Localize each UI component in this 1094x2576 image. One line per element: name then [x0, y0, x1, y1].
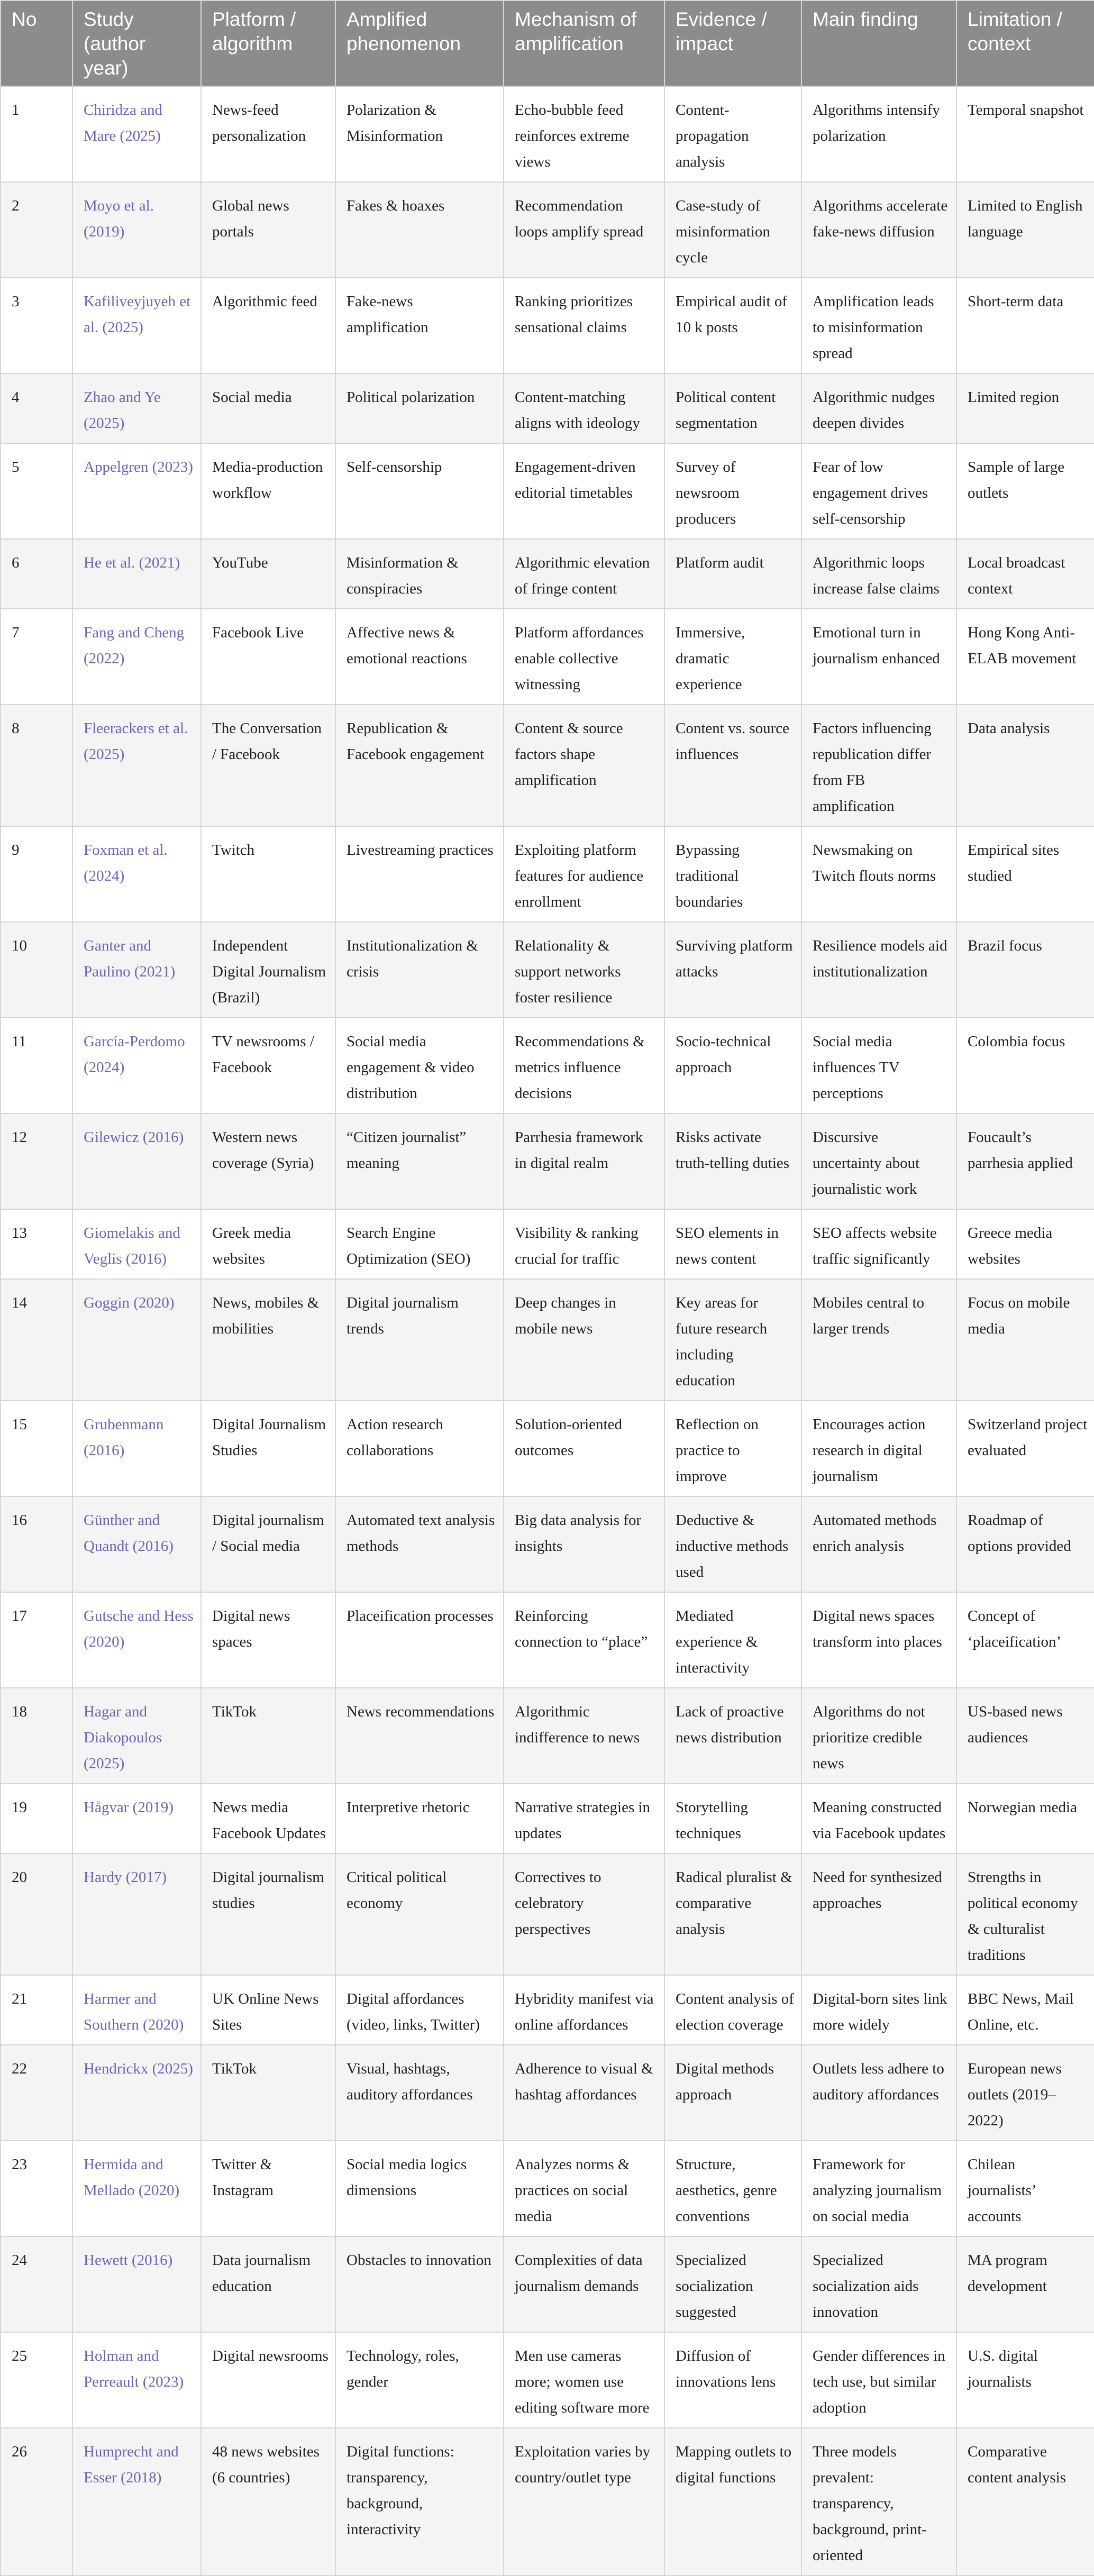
cell-no: 14: [1, 1279, 72, 1401]
cell-no: 13: [1, 1209, 72, 1279]
cell-no: 11: [1, 1018, 72, 1113]
cell-no: 22: [1, 2045, 72, 2141]
cell-evidence: SEO elements in news content: [664, 1209, 801, 1279]
cell-phenomenon: Obstacles to innovation: [335, 2236, 504, 2332]
table-row: [1, 1592, 1094, 1688]
header-platform: Platform / algorithm: [201, 1, 335, 86]
cell-mechanism: Analyzes norms & practices on social media: [504, 2141, 664, 2236]
cell-study[interactable]: Humprecht and Esser (2018): [72, 2428, 201, 2575]
cell-limitation: Strengths in political economy & culturalist traditions: [956, 1853, 1094, 1975]
cell-phenomenon: Digital journalism trends: [335, 1279, 504, 1401]
cell-platform: Algorithmic feed: [201, 278, 335, 373]
table-row: [1, 2141, 1094, 2236]
cell-finding: Algorithms intensify polarization: [801, 86, 956, 182]
cell-evidence: Digital methods approach: [664, 2045, 801, 2141]
table-row: [1, 1496, 1094, 1592]
cell-study[interactable]: Günther and Quandt (2016): [72, 1496, 201, 1592]
table-row: [1, 1784, 1094, 1853]
cell-no: 26: [1, 2428, 72, 2575]
cell-study[interactable]: Hagar and Diakopoulos (2025): [72, 1688, 201, 1784]
cell-platform: News, mobiles & mobilities: [201, 1279, 335, 1401]
cell-limitation: Colombia focus: [956, 1018, 1094, 1113]
cell-no: 23: [1, 2141, 72, 2236]
cell-study[interactable]: Hendrickx (2025): [72, 2045, 201, 2141]
cell-study[interactable]: Goggin (2020): [72, 1279, 201, 1401]
cell-no: 25: [1, 2332, 72, 2428]
cell-mechanism: Engagement-driven editorial timetables: [504, 443, 664, 539]
cell-study[interactable]: Fleerackers et al. (2025): [72, 705, 201, 826]
table-row: [1, 826, 1094, 922]
header-mechanism: Mechanism of amplification: [504, 1, 664, 86]
cell-mechanism: Parrhesia framework in digital realm: [504, 1113, 664, 1209]
cell-evidence: Surviving platform attacks: [664, 922, 801, 1018]
cell-evidence: Mapping outlets to digital functions: [664, 2428, 801, 2575]
cell-phenomenon: Interpretive rhetoric: [335, 1784, 504, 1853]
cell-evidence: Key areas for future research including education: [664, 1279, 801, 1401]
cell-mechanism: Exploiting platform features for audience enrollment: [504, 826, 664, 922]
cell-limitation: Temporal snapshot: [956, 86, 1094, 182]
table-row: [1, 2428, 1094, 2575]
table-row: [1, 373, 1094, 443]
cell-platform: Digital journalism studies: [201, 1853, 335, 1975]
cell-platform: Media-production workflow: [201, 443, 335, 539]
cell-platform: UK Online News Sites: [201, 1975, 335, 2045]
header-finding: Main finding: [801, 1, 956, 86]
cell-finding: Digital news spaces transform into places: [801, 1592, 956, 1688]
cell-platform: Global news portals: [201, 182, 335, 278]
cell-no: 12: [1, 1113, 72, 1209]
cell-evidence: Survey of newsroom producers: [664, 443, 801, 539]
cell-phenomenon: Misinformation & conspiracies: [335, 539, 504, 609]
cell-no: 9: [1, 826, 72, 922]
cell-mechanism: Hybridity manifest via online affordances: [504, 1975, 664, 2045]
cell-limitation: Short-term data: [956, 278, 1094, 373]
cell-limitation: Brazil focus: [956, 922, 1094, 1018]
table-row: [1, 2045, 1094, 2141]
cell-study[interactable]: Appelgren (2023): [72, 443, 201, 539]
cell-limitation: Empirical sites studied: [956, 826, 1094, 922]
cell-phenomenon: Republication & Facebook engagement: [335, 705, 504, 826]
cell-evidence: Reflection on practice to improve: [664, 1401, 801, 1496]
cell-study[interactable]: Grubenmann (2016): [72, 1401, 201, 1496]
cell-phenomenon: Technology, roles, gender: [335, 2332, 504, 2428]
cell-platform: TV newsrooms / Facebook: [201, 1018, 335, 1113]
cell-finding: Fear of low engagement drives self-censorship: [801, 443, 956, 539]
cell-mechanism: Big data analysis for insights: [504, 1496, 664, 1592]
cell-platform: Digital Journalism Studies: [201, 1401, 335, 1496]
cell-phenomenon: Fakes & hoaxes: [335, 182, 504, 278]
cell-limitation: Roadmap of options provided: [956, 1496, 1094, 1592]
header-study: Study (author year): [72, 1, 201, 86]
cell-mechanism: Algorithmic elevation of fringe content: [504, 539, 664, 609]
cell-evidence: Content vs. source influences: [664, 705, 801, 826]
cell-study[interactable]: Hermida and Mellado (2020): [72, 2141, 201, 2236]
cell-limitation: U.S. digital journalists: [956, 2332, 1094, 2428]
cell-platform: News media Facebook Updates: [201, 1784, 335, 1853]
cell-platform: Facebook Live: [201, 609, 335, 705]
cell-mechanism: Visibility & ranking crucial for traffic: [504, 1209, 664, 1279]
cell-study[interactable]: Hardy (2017): [72, 1853, 201, 1975]
cell-phenomenon: Digital affordances (video, links, Twitter): [335, 1975, 504, 2045]
cell-evidence: Political content segmentation: [664, 373, 801, 443]
cell-no: 4: [1, 373, 72, 443]
cell-finding: Encourages action research in digital journalism: [801, 1401, 956, 1496]
cell-study[interactable]: Foxman et al. (2024): [72, 826, 201, 922]
table-row: [1, 443, 1094, 539]
cell-limitation: Chilean journalists’ accounts: [956, 2141, 1094, 2236]
cell-evidence: Structure, aesthetics, genre conventions: [664, 2141, 801, 2236]
cell-mechanism: Reinforcing connection to “place”: [504, 1592, 664, 1688]
cell-study[interactable]: Gilewicz (2016): [72, 1113, 201, 1209]
cell-no: 17: [1, 1592, 72, 1688]
cell-evidence: Bypassing traditional boundaries: [664, 826, 801, 922]
cell-phenomenon: Digital functions: transparency, background, interactivity: [335, 2428, 504, 2575]
cell-mechanism: Solution-oriented outcomes: [504, 1401, 664, 1496]
cell-study[interactable]: He et al. (2021): [72, 539, 201, 609]
cell-limitation: MA program development: [956, 2236, 1094, 2332]
cell-evidence: Storytelling techniques: [664, 1784, 801, 1853]
cell-phenomenon: Action research collaborations: [335, 1401, 504, 1496]
cell-platform: Twitter & Instagram: [201, 2141, 335, 2236]
cell-evidence: Content analysis of election coverage: [664, 1975, 801, 2045]
cell-phenomenon: Polarization & Misinformation: [335, 86, 504, 182]
cell-no: 24: [1, 2236, 72, 2332]
cell-finding: Emotional turn in journalism enhanced: [801, 609, 956, 705]
cell-phenomenon: Livestreaming practices: [335, 826, 504, 922]
cell-mechanism: Adherence to visual & hashtag affordances: [504, 2045, 664, 2141]
table-row: [1, 922, 1094, 1018]
cell-finding: Algorithms accelerate fake-news diffusion: [801, 182, 956, 278]
table-row: [1, 2236, 1094, 2332]
cell-no: 10: [1, 922, 72, 1018]
cell-phenomenon: Self-censorship: [335, 443, 504, 539]
cell-study[interactable]: García-Perdomo (2024): [72, 1018, 201, 1113]
cell-evidence: Deductive & inductive methods used: [664, 1496, 801, 1592]
table-row: [1, 705, 1094, 826]
cell-finding: Need for synthesized approaches: [801, 1853, 956, 1975]
cell-evidence: Risks activate truth-telling duties: [664, 1113, 801, 1209]
cell-study[interactable]: Ganter and Paulino (2021): [72, 922, 201, 1018]
cell-no: 5: [1, 443, 72, 539]
cell-mechanism: Relationality & support networks foster resilience: [504, 922, 664, 1018]
cell-no: 20: [1, 1853, 72, 1975]
cell-limitation: Comparative content analysis: [956, 2428, 1094, 2575]
cell-platform: 48 news websites (6 countries): [201, 2428, 335, 2575]
cell-no: 21: [1, 1975, 72, 2045]
cell-evidence: Content-propagation analysis: [664, 86, 801, 182]
cell-finding: Resilience models aid institutionalization: [801, 922, 956, 1018]
cell-mechanism: Content & source factors shape amplification: [504, 705, 664, 826]
cell-phenomenon: Search Engine Optimization (SEO): [335, 1209, 504, 1279]
cell-platform: TikTok: [201, 1688, 335, 1784]
cell-limitation: BBC News, Mail Online, etc.: [956, 1975, 1094, 2045]
cell-no: 2: [1, 182, 72, 278]
header-limitation: Limitation / context: [956, 1, 1094, 86]
cell-mechanism: Men use cameras more; women use editing software more: [504, 2332, 664, 2428]
cell-mechanism: Correctives to celebratory perspectives: [504, 1853, 664, 1975]
cell-phenomenon: Affective news & emotional reactions: [335, 609, 504, 705]
table-header: [1, 1, 1094, 86]
cell-finding: Automated methods enrich analysis: [801, 1496, 956, 1592]
cell-limitation: Switzerland project evaluated: [956, 1401, 1094, 1496]
cell-limitation: European news outlets (2019–2022): [956, 2045, 1094, 2141]
cell-no: 7: [1, 609, 72, 705]
table-row: [1, 2332, 1094, 2428]
cell-mechanism: Algorithmic indifference to news: [504, 1688, 664, 1784]
header-row: [1, 1, 1094, 86]
cell-phenomenon: Institutionalization & crisis: [335, 922, 504, 1018]
cell-mechanism: Deep changes in mobile news: [504, 1279, 664, 1401]
cell-no: 1: [1, 86, 72, 182]
cell-finding: Amplification leads to misinformation spread: [801, 278, 956, 373]
cell-phenomenon: Placeification processes: [335, 1592, 504, 1688]
cell-study[interactable]: Fang and Cheng (2022): [72, 609, 201, 705]
cell-finding: Newsmaking on Twitch flouts norms: [801, 826, 956, 922]
cell-phenomenon: Political polarization: [335, 373, 504, 443]
cell-platform: Digital news spaces: [201, 1592, 335, 1688]
cell-study[interactable]: Hågvar (2019): [72, 1784, 201, 1853]
table-row: [1, 1401, 1094, 1496]
cell-mechanism: Narrative strategies in updates: [504, 1784, 664, 1853]
table-row: [1, 278, 1094, 373]
header-no: No: [1, 1, 72, 86]
cell-limitation: Foucault’s parrhesia applied: [956, 1113, 1094, 1209]
cell-study[interactable]: Chiridza and Mare (2025): [72, 86, 201, 182]
cell-limitation: Data analysis: [956, 705, 1094, 826]
cell-finding: Algorithms do not prioritize credible news: [801, 1688, 956, 1784]
cell-mechanism: Recommendation loops amplify spread: [504, 182, 664, 278]
cell-finding: Gender differences in tech use, but similar adoption: [801, 2332, 956, 2428]
cell-limitation: Hong Kong Anti-ELAB movement: [956, 609, 1094, 705]
header-phenomenon: Amplified phenomenon: [335, 1, 504, 86]
table-row: [1, 86, 1094, 182]
cell-limitation: US-based news audiences: [956, 1688, 1094, 1784]
cell-platform: Digital newsrooms: [201, 2332, 335, 2428]
cell-evidence: Specialized socialization suggested: [664, 2236, 801, 2332]
cell-platform: Greek media websites: [201, 1209, 335, 1279]
cell-study[interactable]: Holman and Perreault (2023): [72, 2332, 201, 2428]
cell-phenomenon: News recommendations: [335, 1688, 504, 1784]
cell-finding: Framework for analyzing journalism on social media: [801, 2141, 956, 2236]
cell-limitation: Limited to English language: [956, 182, 1094, 278]
cell-finding: Digital-born sites link more widely: [801, 1975, 956, 2045]
cell-mechanism: Echo-bubble feed reinforces extreme views: [504, 86, 664, 182]
cell-platform: Social media: [201, 373, 335, 443]
cell-no: 6: [1, 539, 72, 609]
cell-limitation: Norwegian media: [956, 1784, 1094, 1853]
cell-limitation: Greece media websites: [956, 1209, 1094, 1279]
table-row: [1, 1975, 1094, 2045]
cell-phenomenon: Critical political economy: [335, 1853, 504, 1975]
cell-finding: Discursive uncertainty about journalistic work: [801, 1113, 956, 1209]
cell-mechanism: Content-matching aligns with ideology: [504, 373, 664, 443]
cell-mechanism: Platform affordances enable collective witnessing: [504, 609, 664, 705]
cell-limitation: Focus on mobile media: [956, 1279, 1094, 1401]
cell-platform: Data journalism education: [201, 2236, 335, 2332]
cell-evidence: Case-study of misinformation cycle: [664, 182, 801, 278]
cell-platform: Western news coverage (Syria): [201, 1113, 335, 1209]
cell-evidence: Radical pluralist & comparative analysis: [664, 1853, 801, 1975]
table-row: [1, 1279, 1094, 1401]
cell-limitation: Concept of ‘placeification’: [956, 1592, 1094, 1688]
cell-evidence: Socio-technical approach: [664, 1018, 801, 1113]
table-row: [1, 1853, 1094, 1975]
cell-mechanism: Ranking prioritizes sensational claims: [504, 278, 664, 373]
cell-finding: Three models prevalent: transparency, background, print-oriented: [801, 2428, 956, 2575]
cell-phenomenon: Visual, hashtags, auditory affordances: [335, 2045, 504, 2141]
cell-no: 15: [1, 1401, 72, 1496]
cell-phenomenon: “Citizen journalist” meaning: [335, 1113, 504, 1209]
cell-study[interactable]: Giomelakis and Veglis (2016): [72, 1209, 201, 1279]
cell-evidence: Platform audit: [664, 539, 801, 609]
cell-study[interactable]: Gutsche and Hess (2020): [72, 1592, 201, 1688]
cell-finding: Algorithmic loops increase false claims: [801, 539, 956, 609]
cell-finding: Meaning constructed via Facebook updates: [801, 1784, 956, 1853]
cell-evidence: Diffusion of innovations lens: [664, 2332, 801, 2428]
table-row: [1, 609, 1094, 705]
cell-no: 3: [1, 278, 72, 373]
table-row: [1, 182, 1094, 278]
cell-platform: Twitch: [201, 826, 335, 922]
cell-limitation: Local broadcast context: [956, 539, 1094, 609]
cell-study[interactable]: Zhao and Ye (2025): [72, 373, 201, 443]
cell-evidence: Empirical audit of 10 k posts: [664, 278, 801, 373]
cell-mechanism: Recommendations & metrics influence decisions: [504, 1018, 664, 1113]
cell-no: 18: [1, 1688, 72, 1784]
cell-platform: News-feed personalization: [201, 86, 335, 182]
cell-platform: Independent Digital Journalism (Brazil): [201, 922, 335, 1018]
table-row: [1, 1688, 1094, 1784]
table-row: [1, 1113, 1094, 1209]
cell-finding: Outlets less adhere to auditory affordances: [801, 2045, 956, 2141]
cell-platform: Digital journalism / Social media: [201, 1496, 335, 1592]
table-row: [1, 1209, 1094, 1279]
table-body: [1, 86, 1094, 2575]
table-row: [1, 1018, 1094, 1113]
cell-phenomenon: Automated text analysis methods: [335, 1496, 504, 1592]
cell-no: 8: [1, 705, 72, 826]
cell-no: 16: [1, 1496, 72, 1592]
cell-finding: Factors influencing republication differ from FB amplification: [801, 705, 956, 826]
cell-no: 19: [1, 1784, 72, 1853]
cell-finding: SEO affects website traffic significantly: [801, 1209, 956, 1279]
cell-finding: Social media influences TV perceptions: [801, 1018, 956, 1113]
cell-phenomenon: Social media logics dimensions: [335, 2141, 504, 2236]
cell-mechanism: Exploitation varies by country/outlet type: [504, 2428, 664, 2575]
cell-platform: The Conversation / Facebook: [201, 705, 335, 826]
cell-finding: Specialized socialization aids innovation: [801, 2236, 956, 2332]
cell-mechanism: Complexities of data journalism demands: [504, 2236, 664, 2332]
cell-study[interactable]: Harmer and Southern (2020): [72, 1975, 201, 2045]
cell-phenomenon: Fake-news amplification: [335, 278, 504, 373]
cell-evidence: Immersive, dramatic experience: [664, 609, 801, 705]
cell-limitation: Limited region: [956, 373, 1094, 443]
table-row: [1, 539, 1094, 609]
cell-study[interactable]: Kafiliveyjuyeh et al. (2025): [72, 278, 201, 373]
cell-finding: Mobiles central to larger trends: [801, 1279, 956, 1401]
cell-evidence: Lack of proactive news distribution: [664, 1688, 801, 1784]
cell-study[interactable]: Moyo et al. (2019): [72, 182, 201, 278]
cell-platform: TikTok: [201, 2045, 335, 2141]
cell-finding: Algorithmic nudges deepen divides: [801, 373, 956, 443]
cell-platform: YouTube: [201, 539, 335, 609]
cell-phenomenon: Social media engagement & video distribution: [335, 1018, 504, 1113]
cell-evidence: Mediated experience & interactivity: [664, 1592, 801, 1688]
cell-study[interactable]: Hewett (2016): [72, 2236, 201, 2332]
header-evidence: Evidence / impact: [664, 1, 801, 86]
cell-limitation: Sample of large outlets: [956, 443, 1094, 539]
